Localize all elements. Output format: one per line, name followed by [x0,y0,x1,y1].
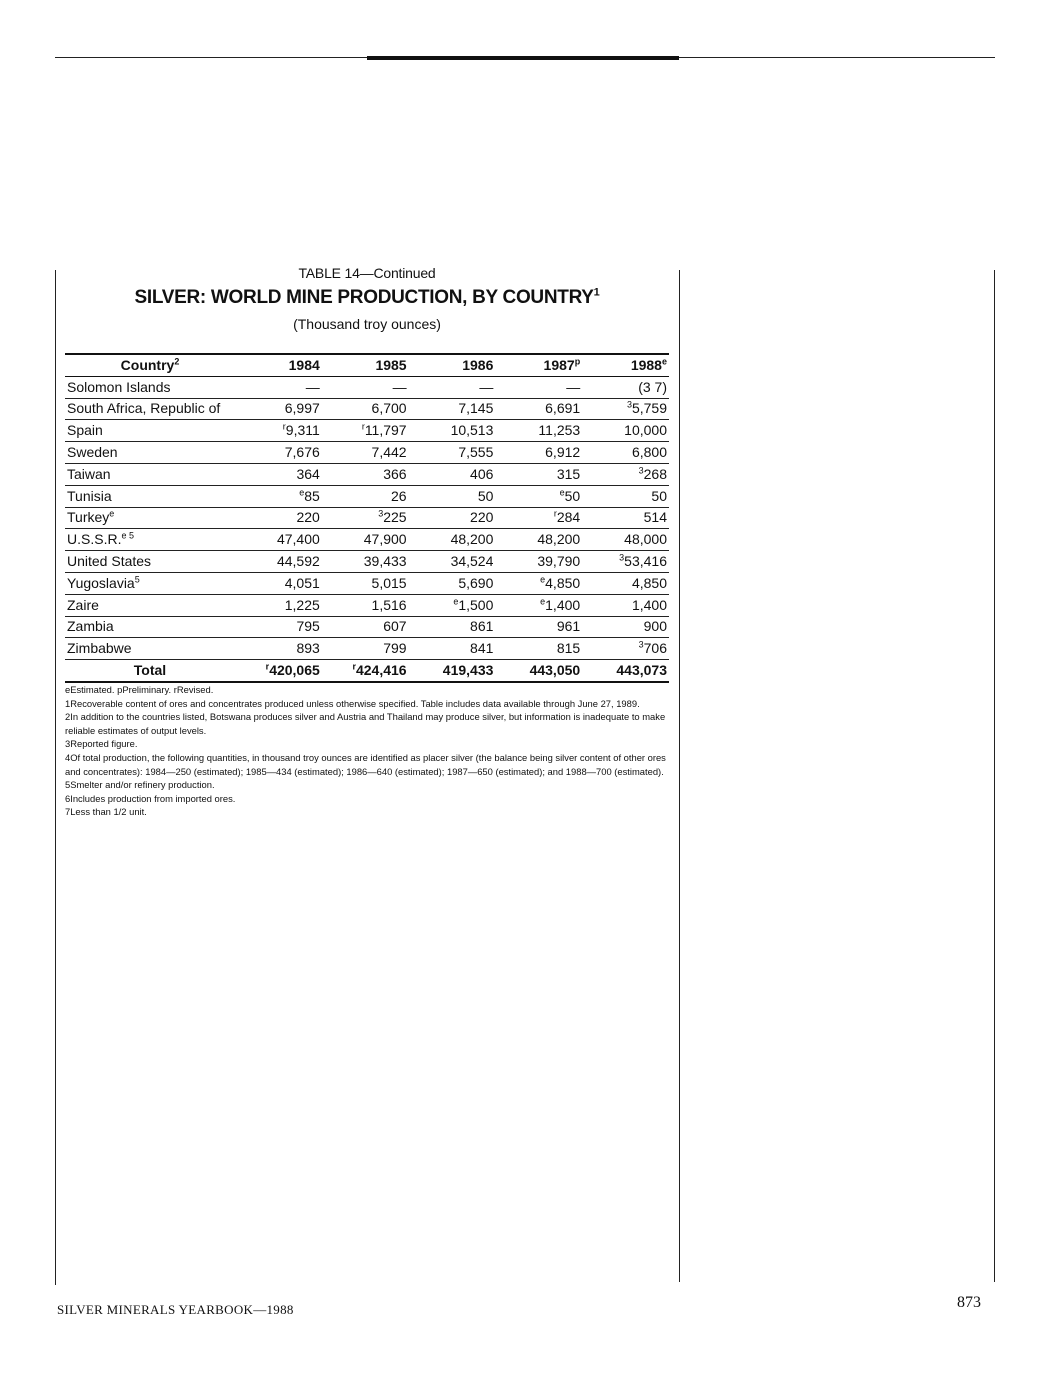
value-text: 48,200 [450,531,494,548]
footnote: 6Includes production from imported ores. [65,792,236,804]
column-divider-line [679,270,680,1282]
value-text: 6,700 [371,400,407,417]
value-text: 861 [470,618,494,635]
value-text: 799 [383,640,407,657]
value-text: 706 [643,640,667,657]
value-cell [409,551,496,573]
value-text: 961 [556,618,581,635]
value-cell [495,463,582,485]
value-text: 7,442 [371,444,407,461]
value-text: 406 [470,465,494,482]
country-name: Zambia [67,618,114,635]
value-cell [322,398,409,420]
value-text: 50 [564,487,581,504]
value-cell [322,572,409,594]
value-text: 50 [477,487,494,504]
value-text: 315 [556,465,581,482]
header-year [495,354,582,376]
total-value-footnote: r [265,661,270,672]
header-year-footnote: e [661,356,667,367]
footnote: 7Less than 1/2 unit. [65,806,147,818]
value-footnote: 3 [638,639,644,650]
table-title-footnote: 1 [593,286,600,299]
value-text: — [392,378,407,395]
value-cell [235,463,322,485]
value-cell [582,398,669,420]
value-cell [322,551,409,573]
value-cell [495,572,582,594]
value-cell [495,529,582,551]
running-footer: SILVER MINERALS YEARBOOK—1988 [57,1302,294,1317]
value-footnote: 3 [626,399,632,410]
value-text: 1,400 [545,596,581,613]
value-text: 39,433 [363,553,407,570]
footnote: 4Of total production, the following quantities, in thousand troy ounces are identified as placer silver (the balance being silver content of other ores and concentrates): 1984—250 (estimated); 1985—434 (estimated); 1986—640 (estimated); 1987—650 (estimated); and 1988—700 (estimated). [65,751,666,777]
footnotes [65,683,671,819]
value-footnote: e [299,487,305,498]
header-year [409,354,496,376]
value-cell [495,420,582,442]
table-row [65,529,669,551]
value-cell [582,638,669,660]
total-value-text: 419,433 [442,662,494,679]
value-text: 268 [643,465,667,482]
value-text: 4,051 [284,574,320,591]
value-cell [409,442,496,464]
value-text: 815 [556,640,581,657]
value-footnote: e [540,574,546,585]
header-year [235,354,322,376]
total-value-text: 443,073 [616,662,667,679]
country-cell [65,463,235,485]
country-name: Sweden [67,444,118,461]
value-cell [409,572,496,594]
country-cell [65,442,235,464]
page-number: 873 [957,1294,981,1311]
value-cell [582,551,669,573]
country-name: Solomon Islands [67,378,171,395]
total-value-text: 424,416 [355,662,407,679]
value-text: 26 [391,487,407,504]
country-name: Zaire [67,596,99,613]
value-cell [409,594,496,616]
header-year-label: 1984 [288,356,320,373]
value-cell [235,551,322,573]
country-name: Spain [67,422,103,439]
value-text: 1,225 [284,596,320,613]
value-text: 11,253 [538,422,581,439]
total-value-footnote: r [352,661,356,672]
value-cell [235,638,322,660]
value-cell [235,376,322,398]
value-text: 7,145 [458,400,494,417]
value-text: 11,797 [364,422,407,439]
country-cell [65,420,235,442]
total-value-cell [582,660,669,682]
value-cell [409,376,496,398]
value-footnote: e [453,596,459,606]
value-footnote: r [553,508,557,519]
table-title-text: SILVER: WORLD MINE PRODUCTION, BY COUNTRY [134,287,594,308]
header-row [65,354,669,376]
country-name: Taiwan [67,465,111,482]
table-row [65,463,669,485]
country-cell [65,572,235,594]
value-text: 220 [296,509,320,526]
value-cell [409,420,496,442]
value-cell [235,529,322,551]
table-row [65,376,669,398]
value-cell [409,398,496,420]
value-cell [409,485,496,507]
value-text: 34,524 [450,553,494,570]
country-cell [65,507,235,529]
value-cell [582,594,669,616]
value-cell [495,485,582,507]
value-cell [235,507,322,529]
value-text: 366 [383,465,407,482]
value-cell [582,420,669,442]
value-text: 44,592 [276,553,320,570]
header-year [322,354,409,376]
footnote: 2In addition to the countries listed, Botswana produces silver and Austria and Thailand may produce silver, but information is inadequate to make reliable estimates of output levels. [65,711,666,736]
value-cell [495,638,582,660]
value-cell [409,638,496,660]
header-year-footnote: p [574,356,581,367]
value-text: 47,900 [363,531,407,548]
footnote: eEstimated. pPreliminary. rRevised. [65,684,214,695]
value-footnote: 3 [638,465,644,476]
value-footnote: r [282,421,286,432]
value-text: (3 7) [638,378,667,395]
table-row [65,638,669,660]
value-footnote: 3 [378,508,384,519]
value-text: 7,676 [284,444,320,461]
value-cell [322,420,409,442]
value-cell [409,507,496,529]
value-text: 364 [296,465,320,482]
value-text: — [479,378,494,395]
production-table [65,353,669,683]
value-cell [495,507,582,529]
value-cell [582,463,669,485]
value-text: 9,311 [285,422,320,439]
table-block [65,265,669,683]
table-row [65,551,669,573]
value-text: 1,516 [371,596,407,613]
value-text: 841 [470,640,494,657]
value-cell [322,485,409,507]
value-cell [322,376,409,398]
header-year-label: 1986 [462,356,494,373]
value-cell [235,398,322,420]
value-text: 39,790 [537,553,581,570]
total-value-cell [322,660,409,682]
value-text: 10,513 [450,422,494,439]
value-text: 5,015 [371,574,407,591]
table-label: TABLE 14—Continued [298,265,436,281]
table-row [65,442,669,464]
value-text: 893 [296,640,320,657]
value-text: 6,912 [545,444,581,461]
country-footnote: e [109,508,115,519]
value-text: — [566,378,581,395]
country-footnote: e 5 [121,530,134,541]
value-cell [495,616,582,638]
header-country [65,354,235,376]
value-text: 85 [304,487,320,504]
footnote: 5Smelter and/or refinery production. [65,779,215,791]
country-name: Tunisia [67,487,112,504]
value-cell [495,594,582,616]
value-cell [235,594,322,616]
value-cell [235,572,322,594]
value-text: 225 [383,509,407,526]
value-text: 4,850 [631,574,667,591]
value-cell [322,442,409,464]
total-value-cell [495,660,582,682]
value-text: 48,200 [537,531,581,548]
country-cell [65,398,235,420]
value-text: 1,400 [631,596,667,613]
table-row [65,594,669,616]
value-cell [582,572,669,594]
value-text: 1,500 [458,596,494,613]
value-text: 514 [643,509,667,526]
table-row [65,420,669,442]
country-name: South Africa, Republic of [67,400,221,417]
value-footnote: r [361,421,365,432]
table-row [65,398,669,420]
value-cell [235,485,322,507]
table-row [65,485,669,507]
table-units: (Thousand troy ounces) [293,316,441,332]
value-cell [582,507,669,529]
value-cell [322,616,409,638]
table-title [65,287,669,309]
value-text: 10,000 [624,422,667,439]
table-row [65,507,669,529]
header-year-label: 1988 [630,356,662,373]
header-country-label: Country [120,356,175,373]
value-footnote: 3 [619,552,625,563]
total-value-cell [409,660,496,682]
table-row [65,572,669,594]
header-year-label: 1985 [375,356,407,373]
value-cell [235,442,322,464]
country-cell [65,376,235,398]
value-cell [409,616,496,638]
value-text: 53,416 [624,553,667,570]
country-name: Turkey [67,509,110,526]
value-cell [495,376,582,398]
left-margin-line [55,270,56,1285]
country-cell [65,594,235,616]
value-text: 5,759 [631,400,667,417]
value-cell [582,376,669,398]
total-value-cell [235,660,322,682]
country-name: Yugoslavia [67,574,135,591]
value-cell [322,594,409,616]
footnote: 3Reported figure. [65,738,138,750]
country-name: U.S.S.R. [67,531,122,548]
header-country-footnote: 2 [174,356,180,367]
value-text: 48,000 [624,531,667,548]
value-cell [235,616,322,638]
value-cell [322,638,409,660]
value-text: 795 [296,618,320,635]
top-rule-heavy [367,56,679,60]
value-footnote: e [559,487,565,498]
country-cell [65,485,235,507]
value-cell [495,442,582,464]
table-row [65,616,669,638]
value-text: 900 [643,618,667,635]
header-year [582,354,669,376]
total-value-text: 443,050 [529,662,581,679]
value-text: 4,850 [545,574,581,591]
value-cell [235,420,322,442]
value-text: 6,997 [284,400,320,417]
value-text: 220 [470,509,494,526]
footnote: 1Recoverable content of ores and concentrates produced unless otherwise specified. Table includes data available through June 27, 1989. [65,697,640,709]
value-cell [322,463,409,485]
value-text: 50 [651,487,667,504]
value-cell [582,442,669,464]
country-cell [65,616,235,638]
right-margin-line [994,270,995,1282]
country-name: United States [67,553,152,570]
value-cell [495,398,582,420]
value-cell [582,485,669,507]
total-value-text: 420,065 [269,662,320,679]
value-text: 607 [383,618,407,635]
value-text: 6,800 [631,444,667,461]
country-cell [65,638,235,660]
value-cell [322,507,409,529]
value-text: — [305,378,320,395]
value-text: 5,690 [458,574,494,591]
value-cell [409,463,496,485]
value-text: 6,691 [545,400,581,417]
value-text: 284 [556,509,581,526]
value-text: 47,400 [276,531,320,548]
value-text: 7,555 [458,444,494,461]
country-footnote: 5 [134,574,140,585]
value-cell [582,616,669,638]
value-cell [582,529,669,551]
country-name: Zimbabwe [67,640,132,657]
country-cell [65,529,235,551]
total-label [65,660,235,682]
header-year-label: 1987 [543,356,575,373]
country-cell [65,551,235,573]
total-label-text: Total [133,662,167,679]
value-footnote: e [540,596,546,606]
value-cell [322,529,409,551]
total-row [65,660,669,682]
value-cell [495,551,582,573]
value-cell [409,529,496,551]
